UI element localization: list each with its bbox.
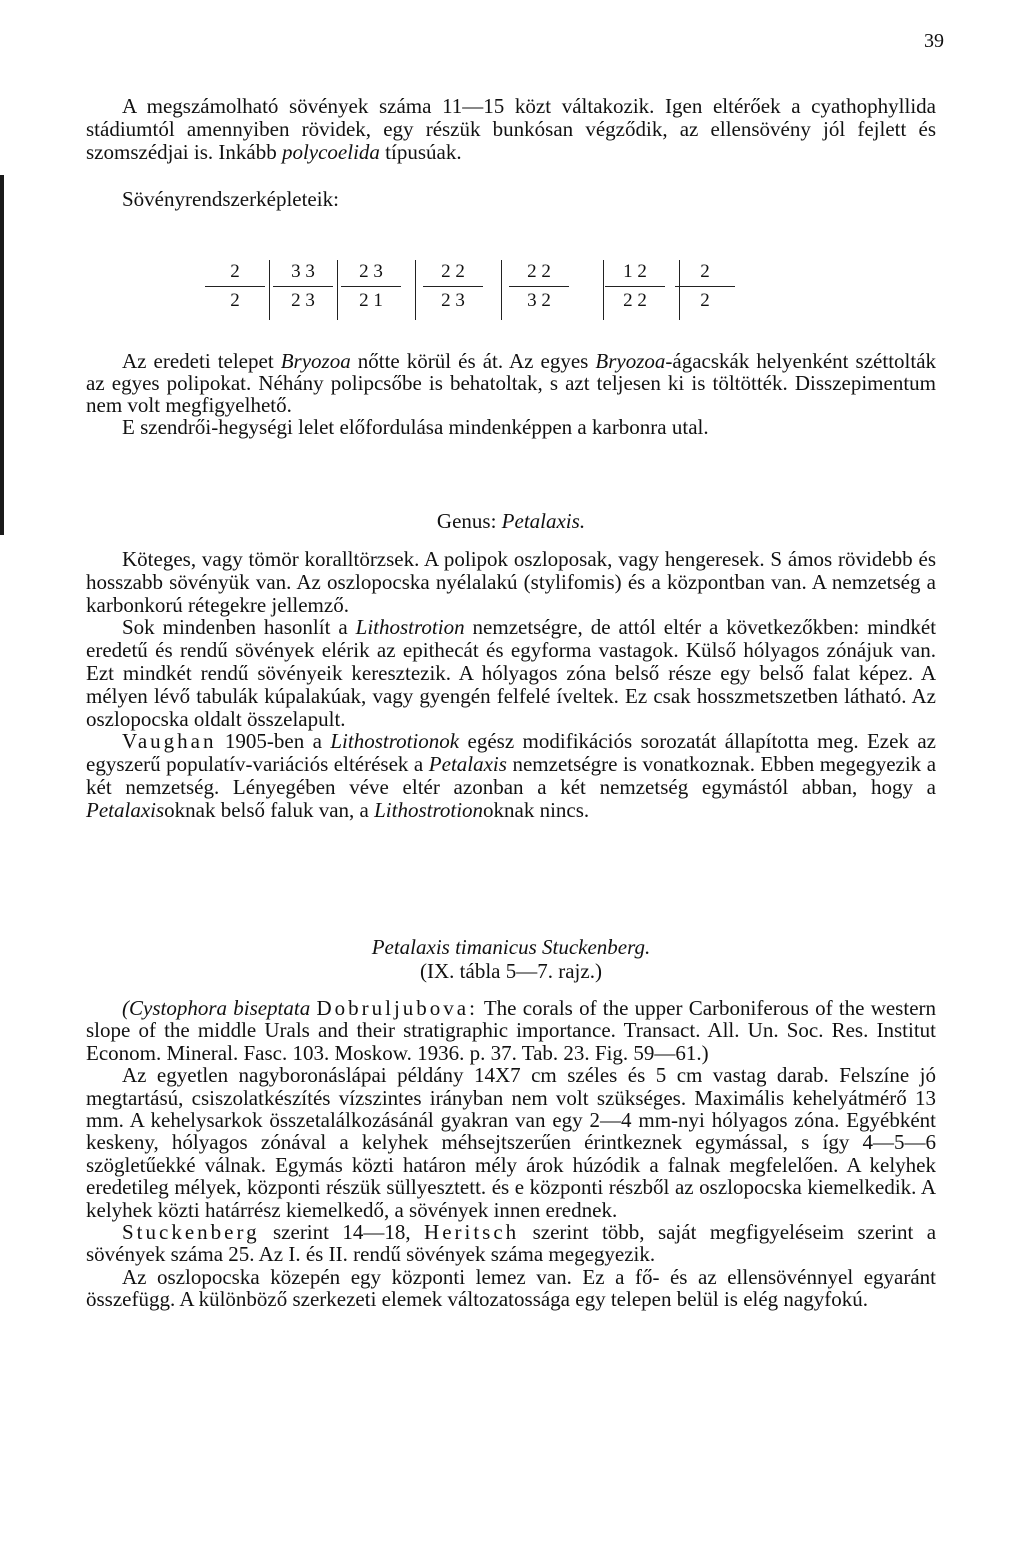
formula-term: $\frac{3 3}{2 3}$	[273, 258, 333, 315]
genus-heading: Genus: Petalaxis.	[436, 509, 586, 533]
paragraph-genus-description: Köteges, vagy tömör koralltörzsek. A polipok oszloposak, vagy hengeresek. S ámos rövidebb és hosszabb sövényük van. Az oszlopocska nyélalakú (stylifomis) és a központban van. A nemzetség a karbonkorú rétegekre jellemző.	[86, 547, 936, 617]
formula-divider	[603, 260, 604, 320]
formula-term: $\frac{2 2}{3 2}$	[509, 258, 569, 315]
species-plate-reference: (IX. tábla 5—7. rajz.)	[420, 959, 602, 983]
paragraph-synonymy: (Cystophora biseptata Dobruljubova: The corals of the upper Carboniferous of the western slope of the middle Urals and their stratigraphic importance. Transact. All. Un. Soc. Res. Institut Econom. Mineral. Fasc. 103. Moskow. 1936. p. 37. Tab. 23. Fig. 59—61.)	[86, 996, 937, 1065]
text-block-species	[86, 997, 936, 1311]
paragraph-bryozoa: Az eredeti telepet Bryozoa nőtte körül és át. Az egyes Bryozoa-ágacskák helyenként széttolták az egyes polipokat. Néhány polipcsőbe is behatoltak, s azt teljesen ki is töltötték. Disszepimentum nem volt megfigyelhető.	[86, 349, 937, 417]
paragraph-comparison: Sok mindenben hasonlít a Lithostrotion nemzetségre, de attól eltér a következőkben: mindkét eredetű és rendű sövények elérik az epithecát és egyforma vastagok. Külső hólyagos zónájuk van. Ezt mindkét rendű sövényeik keresztezik. A hólyagos zóna belső része egy belső falat képez. A mélyen lévő tabulák kúpalakúak, vagy gyengén felfelé íveltek. Ez csak hosszmetszetben látható. Az oszlopocska oldalt összelapult.	[86, 615, 937, 731]
formula-divider	[269, 260, 270, 320]
page-number: 39	[924, 30, 944, 52]
text-block-genus	[86, 548, 936, 822]
paragraph-specimen: Az egyetlen nagyboronáslápai példány 14X7 cm széles és 5 cm vastag darab. Felszíne jó megtartású, csiszolatkészítés vízszintes irányban nem volt szükséges. Maximális kehelyátmérő 13 mm. A kehelysarkok összetalálkozásánál gyakran van egy 2—4 mm-nyi hólyagos zóna. Egyébként keskeny, hólyagos zónával a kelyhek méhsejtszerűen érintkeznek egymással, s így 4—5—6 szögletűekké válnak. Egymás közti határon mély árok húzódik a falnak megfelelően. A kelyhek eredetileg mélyek, központi részük süllyesztett. és e központi részből az oszlopocska kiemelkedik. A kelyhek közti határrész kiemelkedő, a sövények innen erednek.	[86, 1063, 936, 1222]
formula-term: $\frac{1 2}{2 2}$	[605, 258, 665, 315]
septal-formula	[205, 258, 765, 330]
formula-label: Sövényrendszerképleteik:	[122, 187, 339, 211]
formula-divider	[415, 260, 416, 320]
paragraph-septa-count: A megszámolható sövények száma 11—15 közt váltakozik. Igen eltérőek a cyathophyllida stádiumtól amennyiben rövidek, egy részük bunkósan végződik, az ellensövény jól fejlett és szomszédjai is. Inkább polycoelida típusúak.	[86, 94, 936, 164]
formula-divider	[337, 260, 338, 320]
paragraph-columella: Az oszlopocska közepén egy központi lemez van. Ez a fő- és az ellensövénnyel egyaránt összefügg. A különböző szerkezeti elemek változatossága egy telepen belül is elég nagyfokú.	[86, 1264, 936, 1312]
formula-term: $\frac{2 3}{2 1}$	[341, 258, 401, 315]
scan-edge-mark	[0, 175, 4, 535]
formula-divider	[501, 260, 502, 320]
text-block-bryozoa	[86, 350, 936, 438]
formula-term: $\frac{2 2}{2 3}$	[423, 258, 483, 315]
formula-term: $\frac{2}{2}$	[675, 258, 735, 315]
formula-term: $\frac{2}{2}$	[205, 258, 265, 315]
text-block-intro	[86, 95, 936, 211]
paragraph-septa-literature: Stuckenberg szerint 14—18, Heritsch szerint több, saját megfigyeléseim szerint a sövények száma 25. Az I. és II. rendű sövények száma megegyezik.	[86, 1220, 937, 1267]
species-title: Petalaxis timanicus Stuckenberg.	[371, 935, 651, 959]
paragraph-vaughan: Vaughan 1905-ben a Lithostrotionok egész modifikációs sorozatát állapította meg. Ezek az egyszerű populatív-variációs eltérések a Petalaxis nemzetségre is vonatkoznak. Ebben megegyezik a két nemzetség. Lényegében véve eltér azonban a két nemzetség egymástól abban, hogy a Petalaxisoknak belső faluk van, a Lithostrotionoknak nincs.	[86, 729, 937, 822]
species-heading	[86, 935, 936, 983]
paragraph-occurrence: E szendrői-hegységi lelet előfordulása mindenképpen a karbonra utal.	[122, 415, 709, 439]
